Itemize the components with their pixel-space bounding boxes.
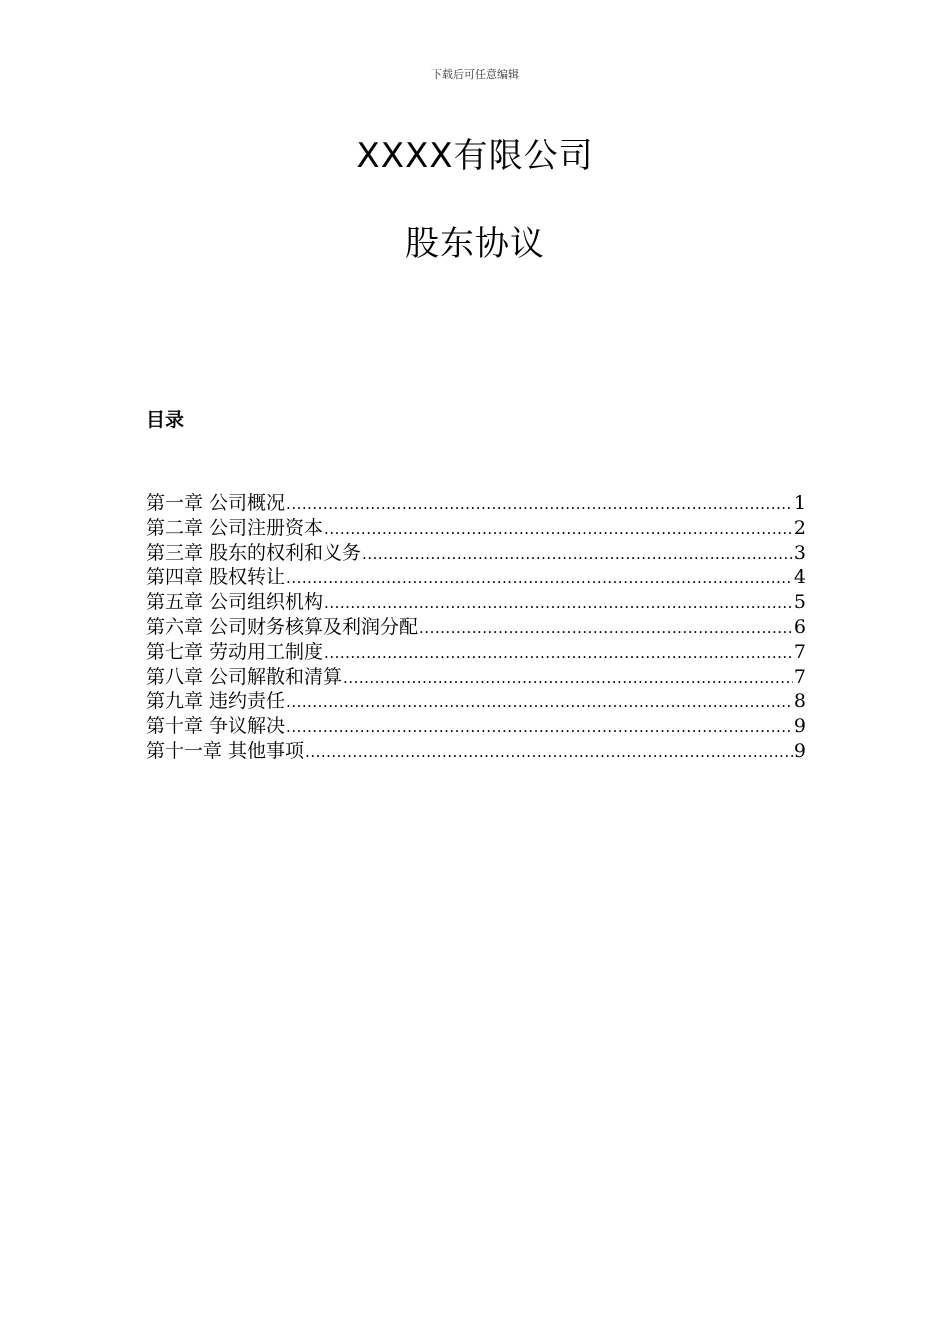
document-title: 股东协议 xyxy=(405,224,545,264)
toc-entry-page: 7 xyxy=(793,640,806,663)
toc-entry-label: 第二章 公司注册资本 xyxy=(146,516,324,539)
toc-entry[interactable] xyxy=(146,640,806,665)
toc-entry-label: 第五章 公司组织机构 xyxy=(146,591,324,614)
toc-entry-label: 第七章 劳动用工制度 xyxy=(146,640,324,663)
toc-entry-page: 2 xyxy=(793,516,806,539)
toc-entry-label: 第十一章 其他事项 xyxy=(146,739,305,762)
toc-entry[interactable] xyxy=(146,714,806,739)
toc-leader-dots xyxy=(324,517,793,542)
toc-entry-page: 9 xyxy=(793,715,806,738)
toc-leader-dots xyxy=(324,591,793,616)
toc-leader-dots xyxy=(286,566,793,591)
toc-entry[interactable] xyxy=(146,565,806,590)
toc-entry-label: 第八章 公司解散和清算 xyxy=(146,665,343,688)
toc-entry[interactable] xyxy=(146,689,806,714)
toc-entry[interactable] xyxy=(146,665,806,690)
table-of-contents xyxy=(146,491,806,764)
toc-entry-label: 第六章 公司财务核算及利润分配 xyxy=(146,615,419,638)
page-header-note: 下载后可任意编辑 xyxy=(431,68,519,81)
toc-entry[interactable] xyxy=(146,491,806,516)
toc-leader-dots xyxy=(324,641,793,666)
toc-entry[interactable] xyxy=(146,541,806,566)
toc-entry-label: 第十章 争议解决 xyxy=(146,715,286,738)
toc-entry-page: 7 xyxy=(793,665,806,688)
toc-entry-page: 9 xyxy=(793,739,806,762)
toc-entry-page: 4 xyxy=(793,566,806,589)
toc-entry[interactable] xyxy=(146,516,806,541)
toc-entry[interactable] xyxy=(146,615,806,640)
toc-leader-dots xyxy=(343,666,793,691)
toc-entry[interactable] xyxy=(146,739,806,764)
toc-entry-label: 第三章 股东的权利和义务 xyxy=(146,541,362,564)
toc-leader-dots xyxy=(305,740,793,765)
company-title: XXXX有限公司 xyxy=(356,136,594,176)
toc-entry-label: 第一章 公司概况 xyxy=(146,492,286,514)
toc-entry-label: 第九章 违约责任 xyxy=(146,690,286,713)
toc-leader-dots xyxy=(419,616,793,641)
toc-entry[interactable] xyxy=(146,590,806,615)
toc-entry-page: 5 xyxy=(793,591,806,614)
toc-entry-page: 8 xyxy=(793,690,806,713)
toc-entry-page: 6 xyxy=(793,615,806,638)
toc-heading: 目录 xyxy=(146,409,185,431)
toc-leader-dots xyxy=(286,715,793,740)
toc-leader-dots xyxy=(286,492,793,517)
toc-entry-label: 第四章 股权转让 xyxy=(146,566,286,589)
toc-entry-page: 1 xyxy=(793,492,806,514)
toc-leader-dots xyxy=(286,690,793,715)
toc-entry-page: 3 xyxy=(793,541,806,564)
toc-leader-dots xyxy=(362,542,793,567)
